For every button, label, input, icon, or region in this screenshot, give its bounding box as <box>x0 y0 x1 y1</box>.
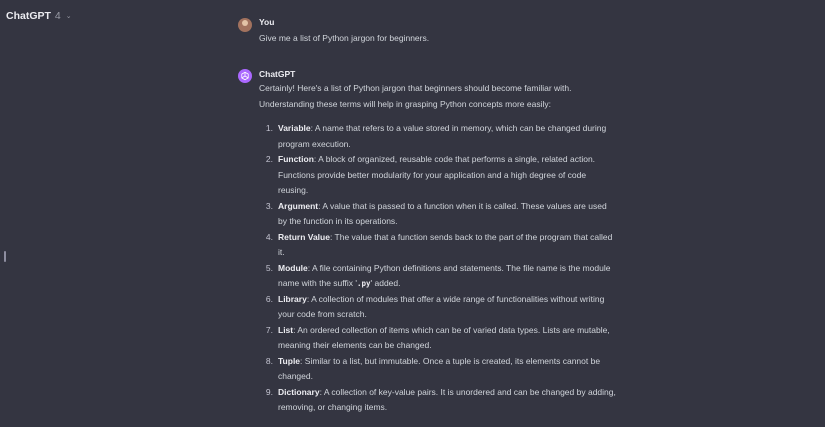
term-description: : A file containing Python definitions and statements. The file name is the module name with the suffix ' <box>278 262 611 288</box>
term-description: : A collection of modules that offer a wide range of functionalities without writing your code from scratch. <box>278 293 605 319</box>
list-number: 8. <box>265 355 273 366</box>
list-item <box>259 230 618 261</box>
term: Variable <box>278 123 311 133</box>
chatgpt-logo-icon <box>238 69 252 83</box>
term: Function <box>278 154 314 164</box>
term: List <box>278 324 294 335</box>
term: Library <box>278 293 307 304</box>
assistant-intro: Certainly! Here's a list of Python jargon that beginners should become familiar with. Understanding these terms will help in grasping Python concepts more easily: <box>259 83 572 109</box>
list-number: 2. <box>265 154 273 164</box>
term-description: : The value that a function sends back to the part of the program that called it. <box>278 231 613 257</box>
list-item <box>259 323 618 354</box>
term: Tuple <box>278 355 301 366</box>
term: Dictionary <box>278 386 320 397</box>
list-item <box>259 199 618 230</box>
user-message-text: Give me a list of Python jargon for beginners. <box>259 33 430 43</box>
assistant-author: ChatGPT <box>259 69 296 79</box>
sidebar-toggle-handle[interactable] <box>4 251 6 262</box>
list-number: 4. <box>265 231 273 242</box>
list-number: 5. <box>265 262 273 273</box>
term: Module <box>278 262 308 273</box>
term: Return Value <box>278 231 330 242</box>
model-name: ChatGPT <box>6 10 51 22</box>
list-number: 6. <box>265 293 273 304</box>
term-description: : A block of organized, reusable code that performs a single, related action. Functions provide better modularity for your application and a high degree of code reusing. <box>278 154 596 195</box>
assistant-message <box>238 69 618 416</box>
list-item <box>259 152 618 199</box>
term-description: : A name that refers to a value stored in memory, which can be changed during program execution. <box>278 123 607 149</box>
list-item <box>259 292 618 323</box>
list-number: 1. <box>265 123 273 133</box>
term: Argument <box>278 200 319 211</box>
list-number: 3. <box>265 200 273 211</box>
term-description-end: ' added. <box>370 278 401 288</box>
term-description: : An ordered collection of items which can be of varied data types. Lists are mutable, meaning their elements can be changed. <box>278 324 610 350</box>
jargon-list <box>259 121 618 416</box>
list-item <box>259 261 618 292</box>
model-selector[interactable] <box>6 9 72 23</box>
list-number: 9. <box>265 386 273 397</box>
chevron-down-icon: ⌄ <box>65 13 72 20</box>
term-description: : A value that is passed to a function when it is called. These values are used by the function in its operations. <box>278 200 607 226</box>
term-description: : A collection of key-value pairs. It is unordered and can be changed by adding, removing, or changing items. <box>278 386 616 412</box>
term-description: : Similar to a list, but immutable. Once a tuple is created, its elements cannot be changed. <box>278 355 601 381</box>
user-avatar <box>238 18 252 32</box>
conversation <box>238 17 618 416</box>
list-number: 7. <box>265 324 273 335</box>
list-item <box>259 385 618 416</box>
user-message <box>238 18 618 44</box>
model-version: 4 <box>54 10 61 22</box>
list-item <box>259 121 618 152</box>
list-item <box>259 354 618 385</box>
user-author: You <box>259 17 275 27</box>
inline-code: .py <box>356 279 371 288</box>
